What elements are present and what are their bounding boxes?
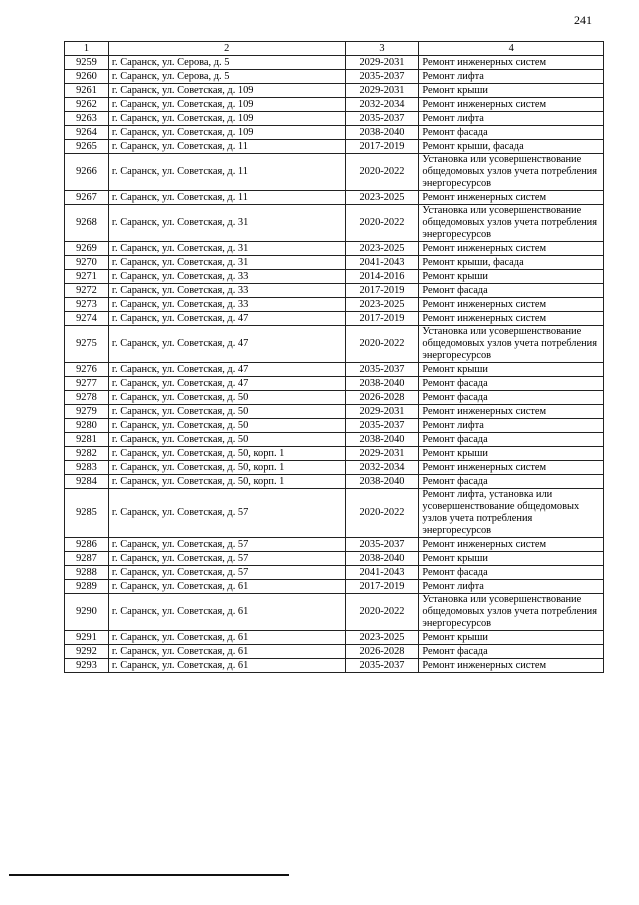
work-type-cell: Ремонт инженерных систем xyxy=(419,298,604,312)
address-cell: г. Саранск, ул. Советская, д. 61 xyxy=(108,631,345,645)
address-cell: г. Саранск, ул. Советская, д. 47 xyxy=(108,377,345,391)
table-row xyxy=(65,377,604,391)
work-type-cell: Ремонт инженерных систем xyxy=(419,312,604,326)
work-type-cell: Ремонт инженерных систем xyxy=(419,659,604,673)
address-cell: г. Саранск, ул. Советская, д. 11 xyxy=(108,154,345,191)
work-type-cell: Ремонт крыши xyxy=(419,363,604,377)
row-number-cell: 9275 xyxy=(65,326,109,363)
work-type-cell: Ремонт крыши xyxy=(419,447,604,461)
address-cell: г. Саранск, ул. Советская, д. 11 xyxy=(108,191,345,205)
row-number-cell: 9281 xyxy=(65,433,109,447)
work-type-cell: Ремонт крыши xyxy=(419,552,604,566)
table-row xyxy=(65,312,604,326)
period-cell: 2029-2031 xyxy=(345,447,419,461)
work-type-cell: Ремонт инженерных систем xyxy=(419,405,604,419)
work-type-cell: Ремонт крыши, фасада xyxy=(419,256,604,270)
table-row xyxy=(65,154,604,191)
address-cell: г. Саранск, ул. Советская, д. 109 xyxy=(108,112,345,126)
row-number-cell: 9290 xyxy=(65,594,109,631)
row-number-cell: 9269 xyxy=(65,242,109,256)
work-type-cell: Ремонт инженерных систем xyxy=(419,461,604,475)
work-type-cell: Ремонт лифта xyxy=(419,70,604,84)
row-number-cell: 9284 xyxy=(65,475,109,489)
table-row xyxy=(65,405,604,419)
address-cell: г. Саранск, ул. Советская, д. 50 xyxy=(108,419,345,433)
address-cell: г. Саранск, ул. Советская, д. 57 xyxy=(108,566,345,580)
repair-schedule-table xyxy=(64,41,604,673)
work-type-cell: Ремонт инженерных систем xyxy=(419,242,604,256)
table-row xyxy=(65,363,604,377)
row-number-cell: 9289 xyxy=(65,580,109,594)
table-row xyxy=(65,326,604,363)
period-cell: 2041-2043 xyxy=(345,256,419,270)
table-row xyxy=(65,140,604,154)
period-cell: 2020-2022 xyxy=(345,326,419,363)
period-cell: 2026-2028 xyxy=(345,645,419,659)
period-cell: 2038-2040 xyxy=(345,433,419,447)
address-cell: г. Саранск, ул. Советская, д. 33 xyxy=(108,298,345,312)
table-row xyxy=(65,284,604,298)
address-cell: г. Саранск, ул. Советская, д. 61 xyxy=(108,645,345,659)
row-number-cell: 9282 xyxy=(65,447,109,461)
address-cell: г. Саранск, ул. Советская, д. 109 xyxy=(108,126,345,140)
row-number-cell: 9287 xyxy=(65,552,109,566)
row-number-cell: 9286 xyxy=(65,538,109,552)
period-cell: 2035-2037 xyxy=(345,363,419,377)
work-type-cell: Ремонт фасада xyxy=(419,433,604,447)
period-cell: 2041-2043 xyxy=(345,566,419,580)
address-cell: г. Саранск, ул. Советская, д. 50, корп. 1 xyxy=(108,447,345,461)
row-number-cell: 9271 xyxy=(65,270,109,284)
period-cell: 2020-2022 xyxy=(345,594,419,631)
address-cell: г. Саранск, ул. Советская, д. 47 xyxy=(108,326,345,363)
address-cell: г. Саранск, ул. Серова, д. 5 xyxy=(108,70,345,84)
table-row xyxy=(65,566,604,580)
period-cell: 2017-2019 xyxy=(345,580,419,594)
period-cell: 2029-2031 xyxy=(345,56,419,70)
row-number-cell: 9283 xyxy=(65,461,109,475)
address-cell: г. Саранск, ул. Советская, д. 33 xyxy=(108,284,345,298)
table-row xyxy=(65,126,604,140)
work-type-cell: Ремонт крыши xyxy=(419,84,604,98)
period-cell: 2038-2040 xyxy=(345,126,419,140)
work-type-cell: Ремонт фасада xyxy=(419,645,604,659)
period-cell: 2023-2025 xyxy=(345,298,419,312)
table-row xyxy=(65,461,604,475)
address-cell: г. Саранск, ул. Советская, д. 50 xyxy=(108,405,345,419)
address-cell: г. Саранск, ул. Советская, д. 57 xyxy=(108,552,345,566)
period-cell: 2035-2037 xyxy=(345,659,419,673)
address-cell: г. Саранск, ул. Советская, д. 50, корп. 1 xyxy=(108,461,345,475)
work-type-cell: Ремонт фасада xyxy=(419,475,604,489)
period-cell: 2023-2025 xyxy=(345,242,419,256)
table-row xyxy=(65,631,604,645)
work-type-cell: Ремонт инженерных систем xyxy=(419,56,604,70)
row-number-cell: 9272 xyxy=(65,284,109,298)
table-row xyxy=(65,447,604,461)
table-row xyxy=(65,270,604,284)
table-row xyxy=(65,580,604,594)
column-header-address: 2 xyxy=(108,42,345,56)
address-cell: г. Саранск, ул. Советская, д. 61 xyxy=(108,659,345,673)
work-type-cell: Установка или усовершенствование общедомовых узлов учета потребления энергоресурсов xyxy=(419,205,604,242)
address-cell: г. Саранск, ул. Советская, д. 11 xyxy=(108,140,345,154)
period-cell: 2038-2040 xyxy=(345,377,419,391)
table-header-row xyxy=(65,42,604,56)
table-row xyxy=(65,112,604,126)
work-type-cell: Ремонт фасада xyxy=(419,566,604,580)
address-cell: г. Саранск, ул. Советская, д. 31 xyxy=(108,242,345,256)
period-cell: 2029-2031 xyxy=(345,405,419,419)
row-number-cell: 9262 xyxy=(65,98,109,112)
period-cell: 2038-2040 xyxy=(345,475,419,489)
period-cell: 2035-2037 xyxy=(345,112,419,126)
work-type-cell: Ремонт инженерных систем xyxy=(419,98,604,112)
period-cell: 2017-2019 xyxy=(345,312,419,326)
work-type-cell: Ремонт фасада xyxy=(419,377,604,391)
address-cell: г. Саранск, ул. Советская, д. 109 xyxy=(108,98,345,112)
row-number-cell: 9292 xyxy=(65,645,109,659)
row-number-cell: 9260 xyxy=(65,70,109,84)
table-row xyxy=(65,594,604,631)
address-cell: г. Саранск, ул. Советская, д. 47 xyxy=(108,312,345,326)
address-cell: г. Саранск, ул. Советская, д. 50, корп. 1 xyxy=(108,475,345,489)
table-row xyxy=(65,475,604,489)
table-row xyxy=(65,489,604,538)
work-type-cell: Установка или усовершенствование общедомовых узлов учета потребления энергоресурсов xyxy=(419,594,604,631)
table-row xyxy=(65,84,604,98)
work-type-cell: Установка или усовершенствование общедомовых узлов учета потребления энергоресурсов xyxy=(419,326,604,363)
address-cell: г. Саранск, ул. Советская, д. 31 xyxy=(108,205,345,242)
period-cell: 2029-2031 xyxy=(345,84,419,98)
period-cell: 2035-2037 xyxy=(345,538,419,552)
column-header-number: 1 xyxy=(65,42,109,56)
address-cell: г. Саранск, ул. Советская, д. 50 xyxy=(108,391,345,405)
row-number-cell: 9268 xyxy=(65,205,109,242)
row-number-cell: 9261 xyxy=(65,84,109,98)
row-number-cell: 9263 xyxy=(65,112,109,126)
period-cell: 2017-2019 xyxy=(345,284,419,298)
address-cell: г. Саранск, ул. Советская, д. 31 xyxy=(108,256,345,270)
row-number-cell: 9267 xyxy=(65,191,109,205)
period-cell: 2035-2037 xyxy=(345,419,419,433)
work-type-cell: Ремонт крыши, фасада xyxy=(419,140,604,154)
row-number-cell: 9276 xyxy=(65,363,109,377)
period-cell: 2014-2016 xyxy=(345,270,419,284)
table-row xyxy=(65,205,604,242)
table-row xyxy=(65,56,604,70)
row-number-cell: 9279 xyxy=(65,405,109,419)
row-number-cell: 9293 xyxy=(65,659,109,673)
table-row xyxy=(65,298,604,312)
work-type-cell: Ремонт лифта xyxy=(419,112,604,126)
table-row xyxy=(65,433,604,447)
address-cell: г. Саранск, ул. Советская, д. 61 xyxy=(108,580,345,594)
address-cell: г. Саранск, ул. Советская, д. 47 xyxy=(108,363,345,377)
period-cell: 2020-2022 xyxy=(345,489,419,538)
table-row xyxy=(65,659,604,673)
table-row xyxy=(65,391,604,405)
footer-rule xyxy=(9,874,289,876)
table-row xyxy=(65,256,604,270)
work-type-cell: Ремонт инженерных систем xyxy=(419,191,604,205)
table-row xyxy=(65,645,604,659)
address-cell: г. Саранск, ул. Советская, д. 50 xyxy=(108,433,345,447)
address-cell: г. Саранск, ул. Советская, д. 57 xyxy=(108,538,345,552)
row-number-cell: 9280 xyxy=(65,419,109,433)
row-number-cell: 9270 xyxy=(65,256,109,270)
period-cell: 2032-2034 xyxy=(345,98,419,112)
column-header-work-type: 4 xyxy=(419,42,604,56)
page-number: 241 xyxy=(574,13,592,27)
work-type-cell: Ремонт крыши xyxy=(419,631,604,645)
table-body xyxy=(65,56,604,673)
table-row xyxy=(65,538,604,552)
row-number-cell: 9264 xyxy=(65,126,109,140)
address-cell: г. Саранск, ул. Серова, д. 5 xyxy=(108,56,345,70)
period-cell: 2035-2037 xyxy=(345,70,419,84)
row-number-cell: 9266 xyxy=(65,154,109,191)
work-type-cell: Ремонт фасада xyxy=(419,391,604,405)
table-row xyxy=(65,419,604,433)
row-number-cell: 9291 xyxy=(65,631,109,645)
column-header-period: 3 xyxy=(345,42,419,56)
period-cell: 2023-2025 xyxy=(345,191,419,205)
work-type-cell: Ремонт лифта, установка или усовершенствование общедомовых узлов учета потребления энергоресурсов xyxy=(419,489,604,538)
period-cell: 2017-2019 xyxy=(345,140,419,154)
row-number-cell: 9277 xyxy=(65,377,109,391)
work-type-cell: Ремонт фасада xyxy=(419,284,604,298)
row-number-cell: 9278 xyxy=(65,391,109,405)
work-type-cell: Ремонт крыши xyxy=(419,270,604,284)
work-type-cell: Ремонт фасада xyxy=(419,126,604,140)
period-cell: 2026-2028 xyxy=(345,391,419,405)
table-row xyxy=(65,191,604,205)
period-cell: 2020-2022 xyxy=(345,154,419,191)
work-type-cell: Ремонт инженерных систем xyxy=(419,538,604,552)
period-cell: 2023-2025 xyxy=(345,631,419,645)
work-type-cell: Ремонт лифта xyxy=(419,419,604,433)
address-cell: г. Саранск, ул. Советская, д. 109 xyxy=(108,84,345,98)
row-number-cell: 9285 xyxy=(65,489,109,538)
table-row xyxy=(65,98,604,112)
row-number-cell: 9273 xyxy=(65,298,109,312)
work-type-cell: Ремонт лифта xyxy=(419,580,604,594)
address-cell: г. Саранск, ул. Советская, д. 57 xyxy=(108,489,345,538)
table-row xyxy=(65,552,604,566)
period-cell: 2020-2022 xyxy=(345,205,419,242)
row-number-cell: 9265 xyxy=(65,140,109,154)
period-cell: 2032-2034 xyxy=(345,461,419,475)
table-row xyxy=(65,70,604,84)
period-cell: 2038-2040 xyxy=(345,552,419,566)
row-number-cell: 9274 xyxy=(65,312,109,326)
address-cell: г. Саранск, ул. Советская, д. 33 xyxy=(108,270,345,284)
row-number-cell: 9259 xyxy=(65,56,109,70)
work-type-cell: Установка или усовершенствование общедомовых узлов учета потребления энергоресурсов xyxy=(419,154,604,191)
address-cell: г. Саранск, ул. Советская, д. 61 xyxy=(108,594,345,631)
table-row xyxy=(65,242,604,256)
row-number-cell: 9288 xyxy=(65,566,109,580)
